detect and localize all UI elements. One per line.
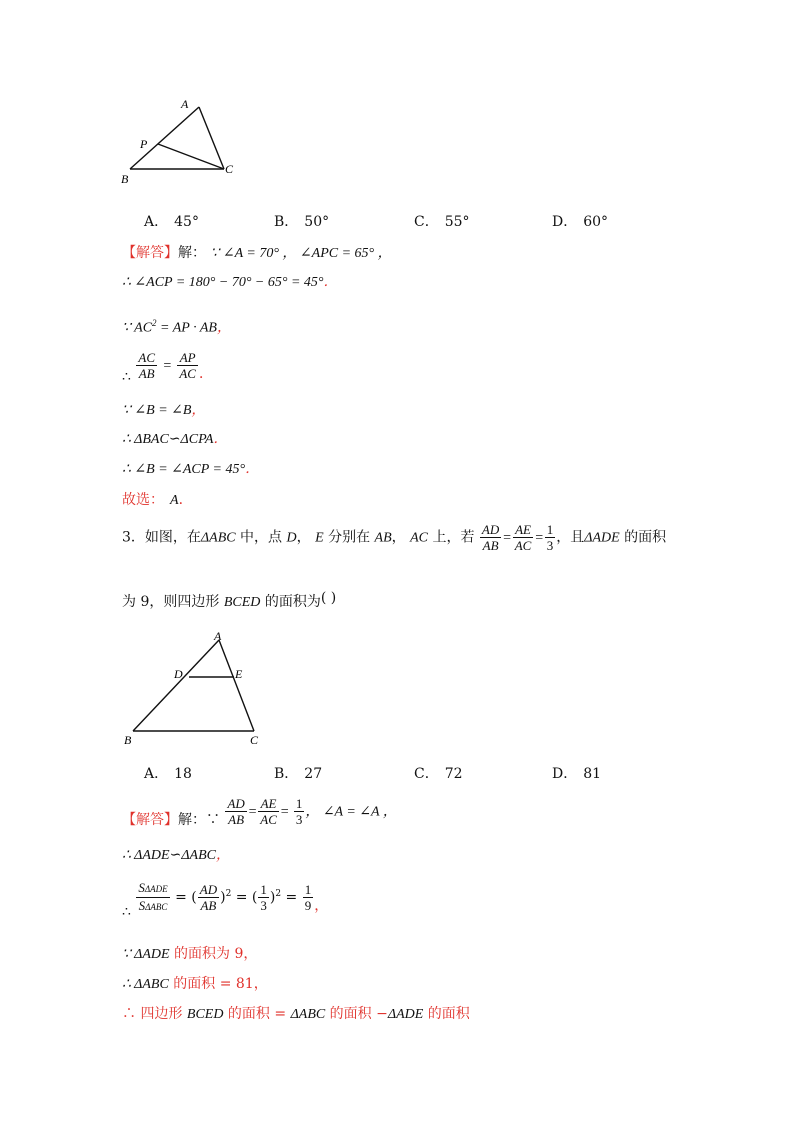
- because-symbol: ∵: [206, 811, 220, 828]
- subscript: ΔABC: [145, 902, 168, 912]
- stem-text: ，: [296, 529, 311, 546]
- denominator: AC: [514, 538, 532, 553]
- fraction-ap-ac: [177, 350, 198, 381]
- q3-option-d: [552, 764, 601, 784]
- figure-triangle-apc: [115, 92, 250, 184]
- punct: ，: [191, 403, 206, 418]
- equals: =: [279, 804, 293, 820]
- fraction-ae-ac: [513, 522, 534, 553]
- label-c: C: [225, 162, 234, 176]
- label-p: P: [140, 137, 148, 151]
- option-letter: D．: [552, 214, 578, 230]
- q2-answer-line-1: [122, 243, 392, 264]
- label-d: D: [174, 667, 183, 681]
- figure-triangle-ade: [118, 626, 268, 750]
- denominator: 3: [295, 812, 303, 827]
- option-letter: C．: [414, 766, 439, 782]
- subscript: ΔADE: [144, 884, 168, 894]
- stem-text: ，且: [556, 529, 585, 546]
- stem-math: BCED: [223, 595, 261, 610]
- option-value: 72: [444, 766, 463, 782]
- numerator: AC: [138, 350, 155, 365]
- q3-option-a: [144, 764, 192, 784]
- stem-math: D: [286, 530, 297, 546]
- equals: = (: [231, 889, 258, 906]
- stem-math: ΔABC: [200, 530, 236, 546]
- stem-text: 分别在: [323, 529, 371, 546]
- punct: ．: [178, 492, 193, 508]
- q2-answer-line-4: ∴ $\frac{AC}{AB}$ = $\frac{AP}{AC}$ ．: [122, 350, 213, 385]
- answer-text: 的面积 =: [223, 1006, 291, 1022]
- area-symbol: S: [138, 898, 146, 913]
- q2-choose-line: [122, 490, 193, 511]
- area-symbol: S: [138, 880, 145, 895]
- answer-text: 的面积 −: [325, 1006, 388, 1022]
- label-b: B: [124, 733, 132, 747]
- option-value: 27: [304, 766, 323, 782]
- superscript: 2: [275, 888, 282, 899]
- label-a: A: [214, 629, 222, 643]
- option-letter: B．: [274, 766, 299, 782]
- stem-text: 3．如图，在: [122, 529, 201, 546]
- therefore-symbol: ∴: [122, 903, 131, 920]
- answer-tag: 【解答】: [122, 811, 178, 828]
- punct: ，: [314, 897, 329, 914]
- q3-answer-line-3: [122, 880, 329, 920]
- fraction-ae-ac: [258, 796, 279, 827]
- denominator: AC: [260, 812, 277, 827]
- punct: ．: [213, 432, 228, 447]
- stem-math: AC: [410, 530, 428, 546]
- numerator: AE: [258, 796, 279, 812]
- q2-option-b: [274, 212, 329, 232]
- q3-option-b: [274, 764, 322, 784]
- q3-answer-line-5: [122, 974, 268, 995]
- fraction-ad-ab: [198, 882, 219, 913]
- denominator: AB: [138, 366, 155, 381]
- answer-text: ∵ ΔADE: [122, 947, 170, 962]
- superscript: 2: [152, 318, 157, 328]
- fraction-1-3: [258, 882, 269, 913]
- q3-answer-line-2: [122, 846, 230, 866]
- answer-text: ∴ ∠B = ∠ACP = 45°: [122, 462, 246, 477]
- option-value: 60°: [583, 214, 609, 230]
- fraction-ad-ab: [480, 522, 501, 553]
- denominator: AB: [200, 898, 217, 913]
- fraction-1-3: [294, 796, 305, 827]
- numerator: 1: [304, 882, 312, 897]
- answer-text: ∴ ΔADE∽ΔABC: [122, 848, 216, 863]
- option-value: 18: [174, 766, 192, 782]
- option-value: 50°: [304, 214, 330, 230]
- answer-text: 的面积为 9，: [169, 946, 258, 962]
- answer-text: ， ∠A = ∠A ，: [305, 804, 397, 820]
- equals: = (: [170, 889, 197, 906]
- stem-text: ，: [391, 529, 406, 546]
- denominator: 3: [260, 898, 267, 913]
- q2-option-d: [552, 212, 608, 232]
- punct: ，: [215, 848, 230, 863]
- stem-math: AB: [374, 530, 392, 546]
- label-c: C: [250, 733, 259, 747]
- answer-text: ∴ ∠ACP = 180° − 70° − 65° = 45°: [122, 275, 324, 290]
- option-value: 45°: [174, 214, 199, 230]
- denominator: AC: [179, 366, 196, 381]
- q2-option-c: [414, 212, 470, 232]
- denominator: AB: [482, 538, 499, 553]
- stem-text: 中，点: [235, 529, 283, 546]
- paren: ): [269, 889, 276, 906]
- q3-answer-line-4: [122, 944, 257, 965]
- denominator: 9: [304, 898, 312, 913]
- numerator: AD: [199, 882, 218, 897]
- answer-text: ∵ ∠B = ∠B: [122, 403, 192, 418]
- option-letter: D．: [552, 766, 578, 782]
- punct: ．: [198, 365, 213, 382]
- answer-text: ∵ ∠A = 70° ， ∠APC = 65° ，: [210, 246, 392, 261]
- answer-text: 的面积 = 81，: [168, 976, 268, 992]
- answer-math: BCED: [186, 1007, 224, 1022]
- fraction-1-9: [303, 882, 314, 913]
- option-letter: C．: [414, 214, 439, 230]
- answer-text: ∴ ΔBAC∽ΔCPA: [122, 432, 214, 447]
- option-letter: A．: [144, 214, 169, 230]
- answer-math: ΔADE: [387, 1007, 424, 1022]
- equals: =: [281, 889, 302, 906]
- numerator: 1: [260, 882, 267, 897]
- superscript: 2: [225, 888, 232, 899]
- punct: ．: [245, 462, 260, 477]
- stem-text: 的面积: [619, 529, 667, 546]
- numerator: 1: [546, 522, 554, 537]
- q3-option-c: [414, 764, 463, 784]
- stem-text: 为 9，则四边形: [122, 594, 220, 610]
- stem-text: 上，若: [428, 529, 475, 546]
- fraction-ac-ab: [136, 350, 157, 381]
- label-a: A: [181, 97, 189, 111]
- q2-option-a: [144, 212, 199, 232]
- punct: ，: [216, 320, 231, 336]
- numerator: AE: [513, 522, 534, 538]
- q3-answer-line-1: 【解答】解：∵ $\frac{AD}{AB}$ = $\frac{AE}{AC}$ = $\frac{1}{3}$ ， ∠A = ∠A ，: [122, 796, 397, 828]
- numerator: AP: [177, 350, 198, 366]
- fraction-1-3: [545, 522, 556, 553]
- q3-answer-line-6: [122, 1004, 470, 1025]
- answer-text: ∴ 四边形: [122, 1006, 187, 1022]
- answer-text: 的面积: [423, 1006, 470, 1022]
- denominator: 3: [546, 538, 554, 553]
- answer-math: ΔABC: [290, 1007, 326, 1022]
- answer-tag: 【解答】: [122, 245, 178, 261]
- fraction-ad-ab: [225, 796, 246, 827]
- option-value: 55°: [444, 214, 470, 230]
- answer-jie: 解：: [178, 811, 206, 828]
- choose-answer: A: [170, 493, 179, 508]
- punct: ．: [323, 275, 338, 290]
- answer-text: ∴ ΔABC: [122, 977, 169, 992]
- choose-label: 故选：: [122, 492, 164, 508]
- q2-answer-line-6: [122, 430, 227, 450]
- numerator: 1: [295, 796, 303, 811]
- stem-math: E: [315, 530, 324, 546]
- option-letter: A．: [144, 766, 169, 782]
- answer-text: ∵ AC: [122, 320, 153, 336]
- q2-answer-line-7: [122, 460, 259, 480]
- answer-jie: 解：: [178, 245, 206, 261]
- paren: ): [220, 889, 226, 906]
- q2-answer-line-5: [122, 401, 205, 421]
- answer-text: = AP · AB: [156, 320, 217, 336]
- answer-blank: ( ): [320, 590, 337, 606]
- label-e: E: [235, 667, 243, 681]
- q3-stem-line-2: [122, 592, 336, 613]
- stem-math: ΔADE: [584, 530, 620, 546]
- q3-stem-line-1: 3．如图，在ΔABC 中，点 D， E 分别在 AB， AC 上，若 $\frac{AD}{AB}$ = $\frac{AE}{AC}$ = $\frac{1}{3}$ ，且ΔADE 的面积: [122, 522, 667, 553]
- numerator: AD: [227, 796, 245, 811]
- option-letter: B．: [274, 214, 299, 230]
- numerator: AD: [481, 522, 500, 537]
- q2-answer-line-2: [122, 273, 338, 293]
- therefore-symbol: ∴: [122, 369, 131, 385]
- label-b: B: [121, 172, 129, 184]
- stem-text: 的面积为: [260, 594, 321, 610]
- fraction-area-ratio: [136, 880, 169, 915]
- denominator: AB: [228, 812, 245, 827]
- option-value: 81: [583, 766, 602, 782]
- q2-answer-line-3: [122, 313, 231, 339]
